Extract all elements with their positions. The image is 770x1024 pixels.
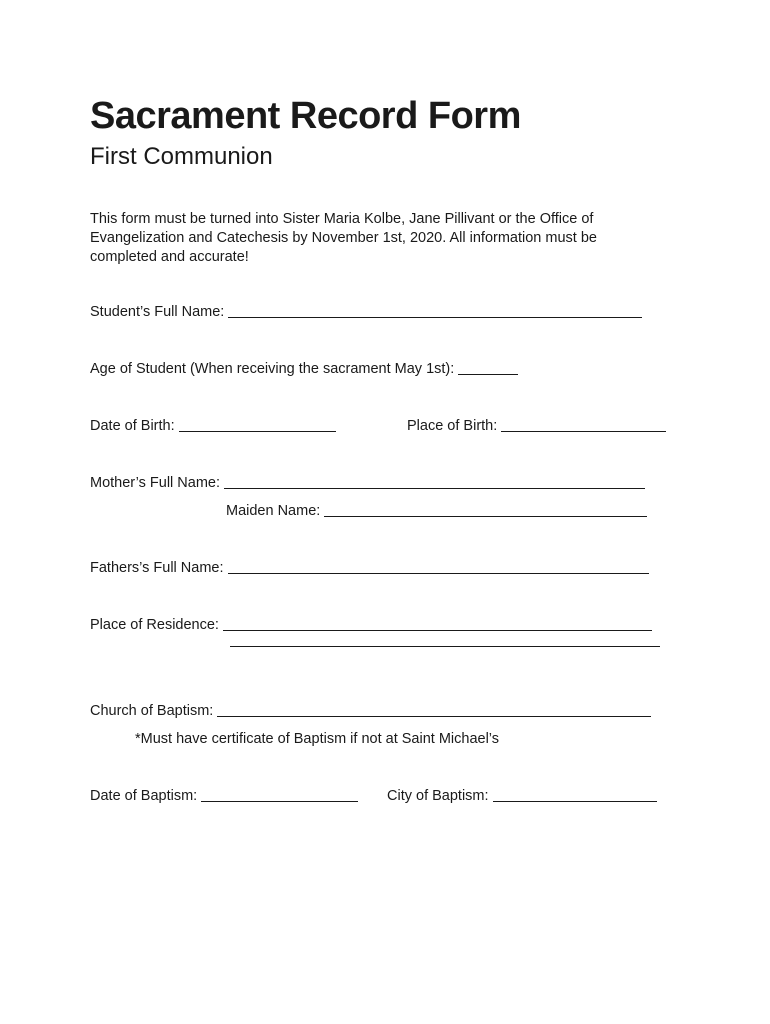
residence-row xyxy=(90,617,652,633)
date-of-baptism-field[interactable] xyxy=(201,800,358,802)
maiden-name-row xyxy=(226,503,647,519)
age-field[interactable] xyxy=(458,373,518,375)
form-instructions: This form must be turned into Sister Maria Kolbe, Jane Pillivant or the Office of Evangelization and Catechesis by November 1st, 2020. All information must be completed and accurate! xyxy=(90,211,597,265)
place-of-birth-row xyxy=(407,418,666,434)
city-of-baptism-label: City of Baptism: xyxy=(387,788,489,804)
place-of-birth-field[interactable] xyxy=(501,430,666,432)
place-of-birth-label: Place of Birth: xyxy=(407,418,498,434)
residence-field-line2[interactable] xyxy=(230,645,660,647)
church-of-baptism-row xyxy=(90,703,651,719)
church-of-baptism-field[interactable] xyxy=(217,715,651,717)
residence-row-2 xyxy=(226,645,660,649)
father-name-row xyxy=(90,560,649,576)
residence-label: Place of Residence: xyxy=(90,617,219,633)
father-name-field[interactable] xyxy=(228,572,649,574)
age-label: Age of Student (When receiving the sacrament May 1st): xyxy=(90,361,455,377)
student-name-label: Student’s Full Name: xyxy=(90,304,225,320)
date-of-birth-row xyxy=(90,418,336,434)
date-of-baptism-row xyxy=(90,788,358,804)
mother-name-field[interactable] xyxy=(224,487,645,489)
date-of-baptism-label: Date of Baptism: xyxy=(90,788,198,804)
date-of-birth-label: Date of Birth: xyxy=(90,418,175,434)
mother-name-row xyxy=(90,475,645,491)
student-name-row xyxy=(90,304,642,320)
maiden-name-field[interactable] xyxy=(324,515,647,517)
date-of-birth-field[interactable] xyxy=(179,430,336,432)
baptism-certificate-note: *Must have certificate of Baptism if not at Saint Michael’s xyxy=(135,731,500,747)
student-name-field[interactable] xyxy=(228,316,642,318)
father-name-label: Fathers’s Full Name: xyxy=(90,560,224,576)
form-title: Sacrament Record Form xyxy=(90,95,521,137)
form-subtitle: First Communion xyxy=(90,143,273,170)
residence-field-line1[interactable] xyxy=(223,629,652,631)
city-of-baptism-row xyxy=(387,788,657,804)
maiden-name-label: Maiden Name: xyxy=(226,503,321,519)
city-of-baptism-field[interactable] xyxy=(493,800,657,802)
church-of-baptism-label: Church of Baptism: xyxy=(90,703,214,719)
age-row xyxy=(90,361,518,377)
mother-name-label: Mother’s Full Name: xyxy=(90,475,221,491)
